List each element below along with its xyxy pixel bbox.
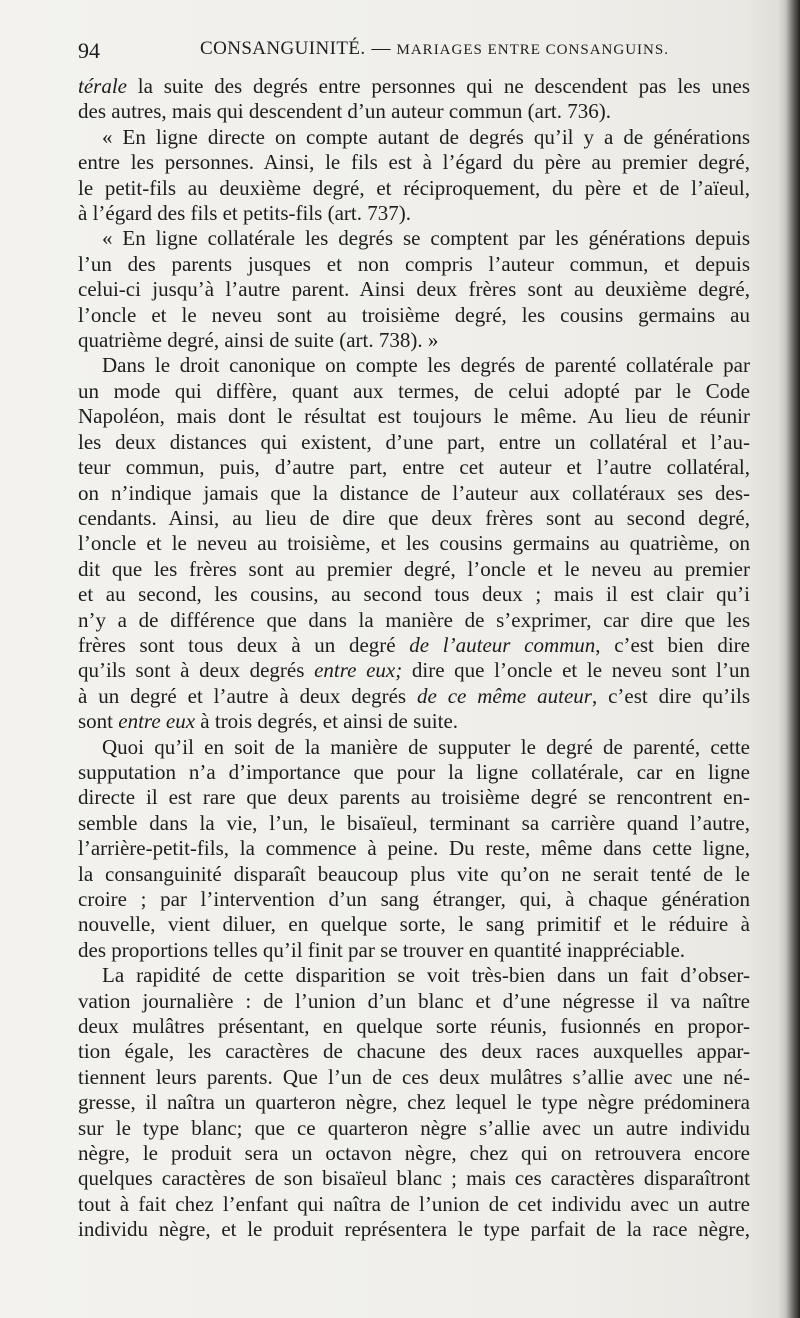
text-line <box>78 862 750 887</box>
text-line <box>78 887 750 912</box>
text-segment: croire ; par l’intervention d’un sang étranger, qui, à chaque génération <box>78 887 750 911</box>
text-line <box>78 404 750 429</box>
text-segment: n’y a de différence que dans la manière de s’exprimer, car dire que les <box>78 607 750 632</box>
text-line <box>78 938 750 963</box>
text-segment: quatrième degré, ainsi de suite (art. 738). » <box>78 328 439 353</box>
text-segment: vation journalière : de l’union d’un blanc et d’une négresse il va naître <box>78 988 750 1013</box>
text-line <box>78 608 750 633</box>
text-line <box>78 531 750 556</box>
text-line <box>78 277 750 302</box>
text-line <box>78 735 750 760</box>
text-segment: sont <box>78 709 119 734</box>
text-line <box>78 1217 750 1242</box>
text-segment: l’arrière-petit-fils, la commence à peine. Du reste, même dans cette ligne, <box>78 836 750 861</box>
text-line <box>78 252 750 277</box>
text-segment: Dans le droit canonique on compte les degrés de parenté collatérale par <box>102 353 750 378</box>
text-line <box>78 125 750 150</box>
text-segment: à un degré et l’autre à deux degrés <box>78 683 417 708</box>
text-line <box>78 176 750 201</box>
text-segment: « En ligne directe on compte autant de degrés qu’il y a de générations <box>102 124 750 149</box>
text-segment: des autres, mais qui descendent d’un auteur commun (art. 736). <box>78 99 612 124</box>
text-segment: la suite des degrés entre personnes qui ne descendent pas les unes <box>126 74 750 98</box>
text-line <box>78 963 750 988</box>
running-title <box>200 38 669 60</box>
text-segment: individu nègre, et le produit représentera le type parfait de la race nègre, <box>78 1217 750 1242</box>
body-text <box>78 74 750 1243</box>
text-segment: l’oncle et le neveu sont au troisième degré, les cousins germains au <box>78 302 750 327</box>
text-segment: on n’indique jamais que la distance de l’auteur aux collatéraux ses des- <box>78 480 750 505</box>
text-segment: La rapidité de cette disparition se voit très-bien dans un fait d’obser- <box>102 963 750 988</box>
text-segment: celui-ci jusqu’à l’autre parent. Ainsi deux frères sont au deuxième degré, <box>78 277 750 302</box>
text-segment: semble dans la vie, l’un, le bisaïeul, terminant sa carrière quand l’autre, <box>78 810 750 835</box>
text-segment: tout à fait chez l’enfant qui naîtra de l’union de cet individu avec un autre <box>78 1191 750 1216</box>
text-line <box>78 1065 750 1090</box>
text-segment: , c’est bien dire <box>595 632 750 657</box>
text-segment: dit que les frères sont au premier degré, l’oncle et le neveu au premier <box>78 556 750 581</box>
text-segment: à l’égard des fils et petits-fils (art. 737). <box>78 201 411 226</box>
text-line <box>78 328 750 353</box>
text-line <box>78 1090 750 1115</box>
text-segment: « En ligne collatérale les degrés se comptent par les générations depuis <box>102 226 750 251</box>
text-line <box>78 303 750 328</box>
text-line <box>78 709 750 734</box>
text-segment: l’oncle et le neveu au troisième, et les cousins germains au quatrième, on <box>78 531 750 556</box>
text-line <box>78 1039 750 1064</box>
text-line <box>78 201 750 226</box>
italic-text: de l’auteur commun <box>409 632 596 657</box>
text-line <box>78 811 750 836</box>
text-segment: gresse, il naîtra un quarteron nègre, chez lequel le type nègre prédominera <box>78 1090 750 1115</box>
text-line <box>78 785 750 810</box>
text-line <box>78 379 750 404</box>
text-line <box>78 1141 750 1166</box>
text-line <box>78 633 750 658</box>
running-title-main: CONSANGUINITÉ. <box>200 38 366 59</box>
running-title-subtitle: MARIAGES ENTRE CONSANGUINS. <box>396 42 669 58</box>
italic-text: térale <box>78 74 127 98</box>
text-segment: à trois degrés, et ainsi de suite. <box>195 709 459 734</box>
text-segment: un mode qui diffère, quant aux termes, de celui adopté par le Code <box>78 378 750 403</box>
page-number: 94 <box>78 38 100 63</box>
text-segment: tiennent leurs parents. Que l’un de ces deux mulâtres s’allie avec une né- <box>78 1064 750 1089</box>
text-line <box>78 150 750 175</box>
page-header <box>78 36 758 64</box>
text-line <box>78 74 750 99</box>
text-line <box>78 99 750 124</box>
text-line <box>78 481 750 506</box>
text-segment: teur commun, puis, d’autre part, entre cet auteur et l’autre collatéral, <box>78 455 750 480</box>
text-line <box>78 760 750 785</box>
text-line <box>78 658 750 683</box>
text-segment: nouvelle, vient diluer, en quelque sorte, le sang primitif et le réduire à <box>78 912 750 937</box>
text-segment: entre les personnes. Ainsi, le fils est à l’égard du père au premier degré, <box>78 150 750 175</box>
text-segment: cendants. Ainsi, au lieu de dire que deux frères sont au second degré, <box>78 505 750 530</box>
running-title-separator: — <box>371 38 391 59</box>
text-segment: des proportions telles qu’il finit par se trouver en quantité inappréciable. <box>78 937 686 962</box>
text-segment: les deux distances qui existent, d’une part, entre un collatéral et l’au- <box>78 429 750 454</box>
text-line <box>78 836 750 861</box>
text-segment: dire que l’oncle et le neveu sont l’un <box>402 658 750 683</box>
text-line <box>78 1192 750 1217</box>
text-line <box>78 353 750 378</box>
italic-text: entre eux <box>118 709 196 734</box>
text-segment: qu’ils sont à deux degrés <box>78 658 315 683</box>
text-line <box>78 226 750 251</box>
italic-text: entre eux; <box>314 658 403 683</box>
text-line <box>78 582 750 607</box>
text-line <box>78 430 750 455</box>
text-segment: , c’est dire qu’ils <box>591 683 750 708</box>
text-line <box>78 1116 750 1141</box>
text-segment: l’un des parents jusques et non compris l’auteur commun, et depuis <box>78 251 750 276</box>
text-segment: quelques caractères de son bisaïeul blanc ; mais ces caractères disparaîtront <box>78 1166 750 1191</box>
text-line <box>78 912 750 937</box>
italic-text: de ce même auteur <box>417 683 592 708</box>
text-segment: le petit-fils au deuxième degré, et réciproquement, du père et de l’aïeul, <box>78 175 750 200</box>
text-segment: supputation n’a d’importance que pour la ligne collatérale, car en ligne <box>78 759 750 784</box>
text-segment: directe il est rare que deux parents au troisième degré se rencontrent en- <box>78 785 750 810</box>
text-segment: frères sont tous deux à un degré <box>78 632 410 657</box>
text-line <box>78 1014 750 1039</box>
text-segment: tion égale, les caractères de chacune des deux races auxquelles appar- <box>78 1039 750 1064</box>
page-gutter-shadow <box>778 0 800 1318</box>
text-segment: Napoléon, mais dont le résultat est toujours le même. Au lieu de réunir <box>78 404 750 429</box>
text-line <box>78 989 750 1014</box>
text-segment: et au second, les cousins, au second tous deux ; mais il est clair qu’i <box>78 582 750 607</box>
text-line <box>78 455 750 480</box>
text-line <box>78 557 750 582</box>
text-segment: deux mulâtres présentant, en quelque sorte réunis, fusionnés en propor- <box>78 1014 750 1039</box>
text-segment: nègre, le produit sera un octavon nègre, chez qui on retrouvera encore <box>78 1141 750 1166</box>
text-line <box>78 1166 750 1191</box>
text-segment: Quoi qu’il en soit de la manière de supputer le degré de parenté, cette <box>102 734 750 759</box>
text-segment: la consanguinité disparaît beaucoup plus vite qu’on ne serait tenté de le <box>78 861 750 886</box>
text-line <box>78 684 750 709</box>
text-line <box>78 506 750 531</box>
text-segment: sur le type blanc; que ce quarteron nègre s’allie avec un autre individu <box>78 1115 750 1140</box>
